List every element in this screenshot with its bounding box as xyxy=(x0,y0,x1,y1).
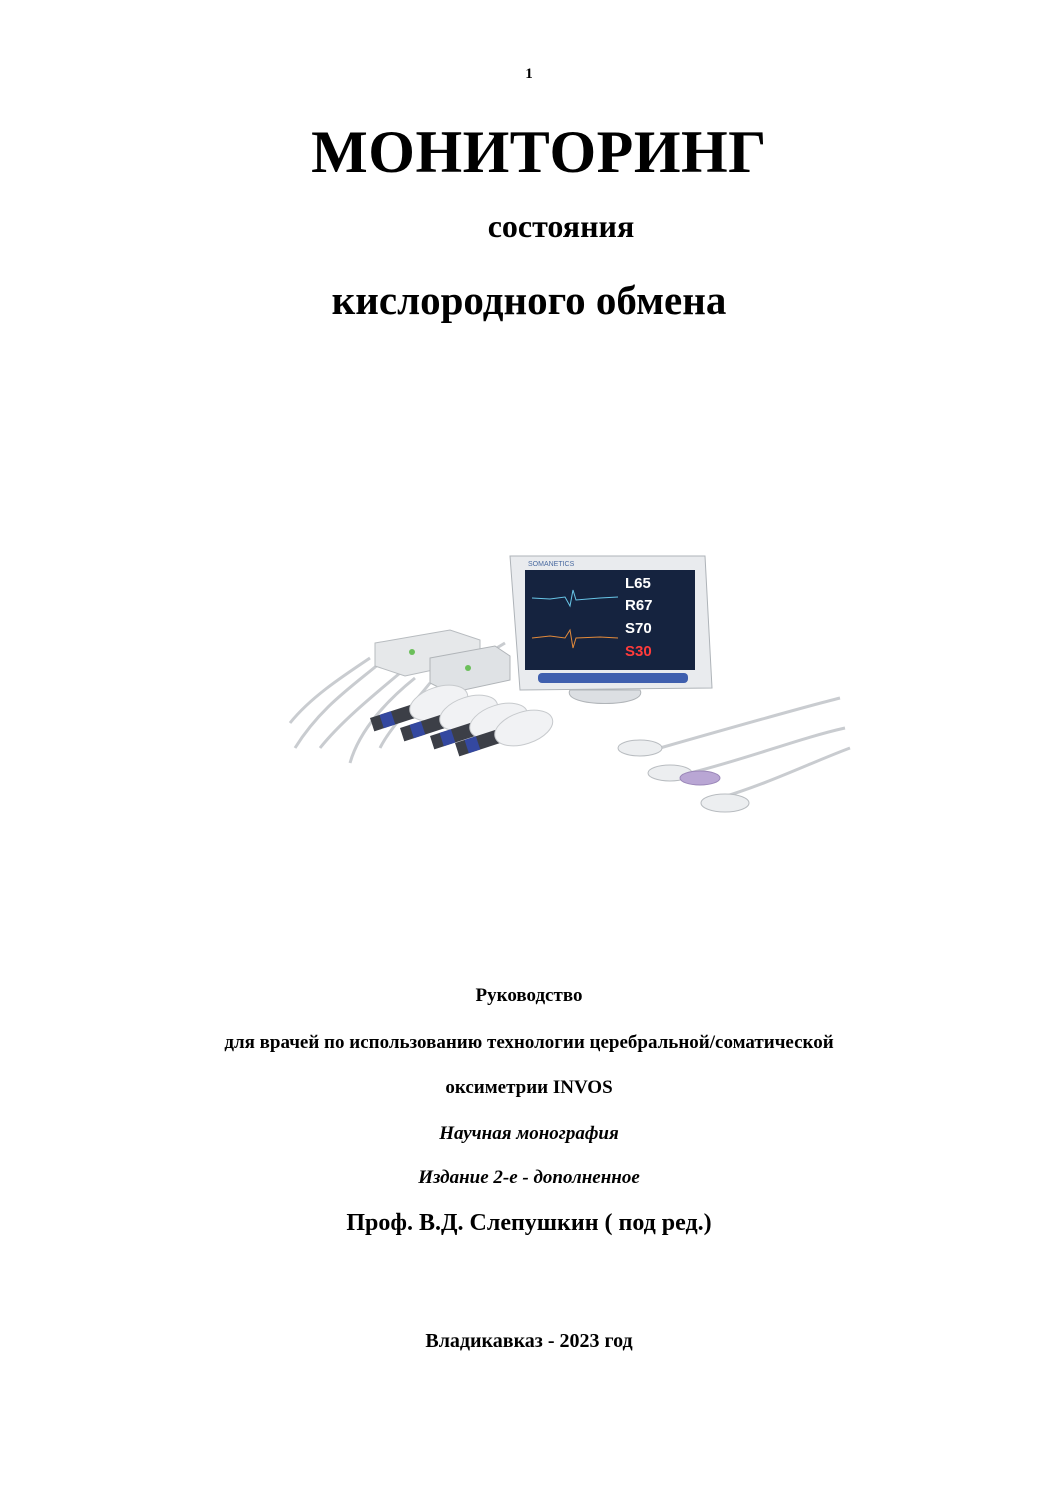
adult-sensors xyxy=(367,679,557,765)
title-subtitle-2: кислородного обмена xyxy=(331,277,727,323)
title-main: МОНИТОРИНГ xyxy=(311,119,767,185)
description-line-1: для врачей по использованию технологии церебральной/соматической xyxy=(224,1032,834,1053)
monitor xyxy=(510,556,712,704)
monitor-buttons xyxy=(538,673,688,683)
svg-text:R67: R67 xyxy=(625,597,653,614)
description-line-2: оксиметрии INVOS xyxy=(445,1077,613,1098)
preamp-modules xyxy=(375,630,510,693)
manual-label: Руководство xyxy=(475,985,583,1006)
svg-text:L65: L65 xyxy=(625,575,651,592)
page-number: 1 xyxy=(525,66,533,82)
svg-text:S30: S30 xyxy=(625,643,652,660)
monitor-screen xyxy=(525,570,695,670)
neonatal-sensors xyxy=(618,698,850,812)
oximeter-device-image xyxy=(280,548,860,848)
city-year: Владикавказ - 2023 год xyxy=(425,1330,633,1352)
device-brand: SOMANETICS xyxy=(528,561,575,568)
editor-name: Проф. В.Д. Слепушкин ( под ред.) xyxy=(346,1210,712,1236)
monograph-label: Научная монография xyxy=(439,1123,619,1144)
title-subtitle-1: состояния xyxy=(487,208,635,244)
svg-text:S70: S70 xyxy=(625,620,652,637)
edition-label: Издание 2-е - дополненное xyxy=(418,1167,640,1188)
